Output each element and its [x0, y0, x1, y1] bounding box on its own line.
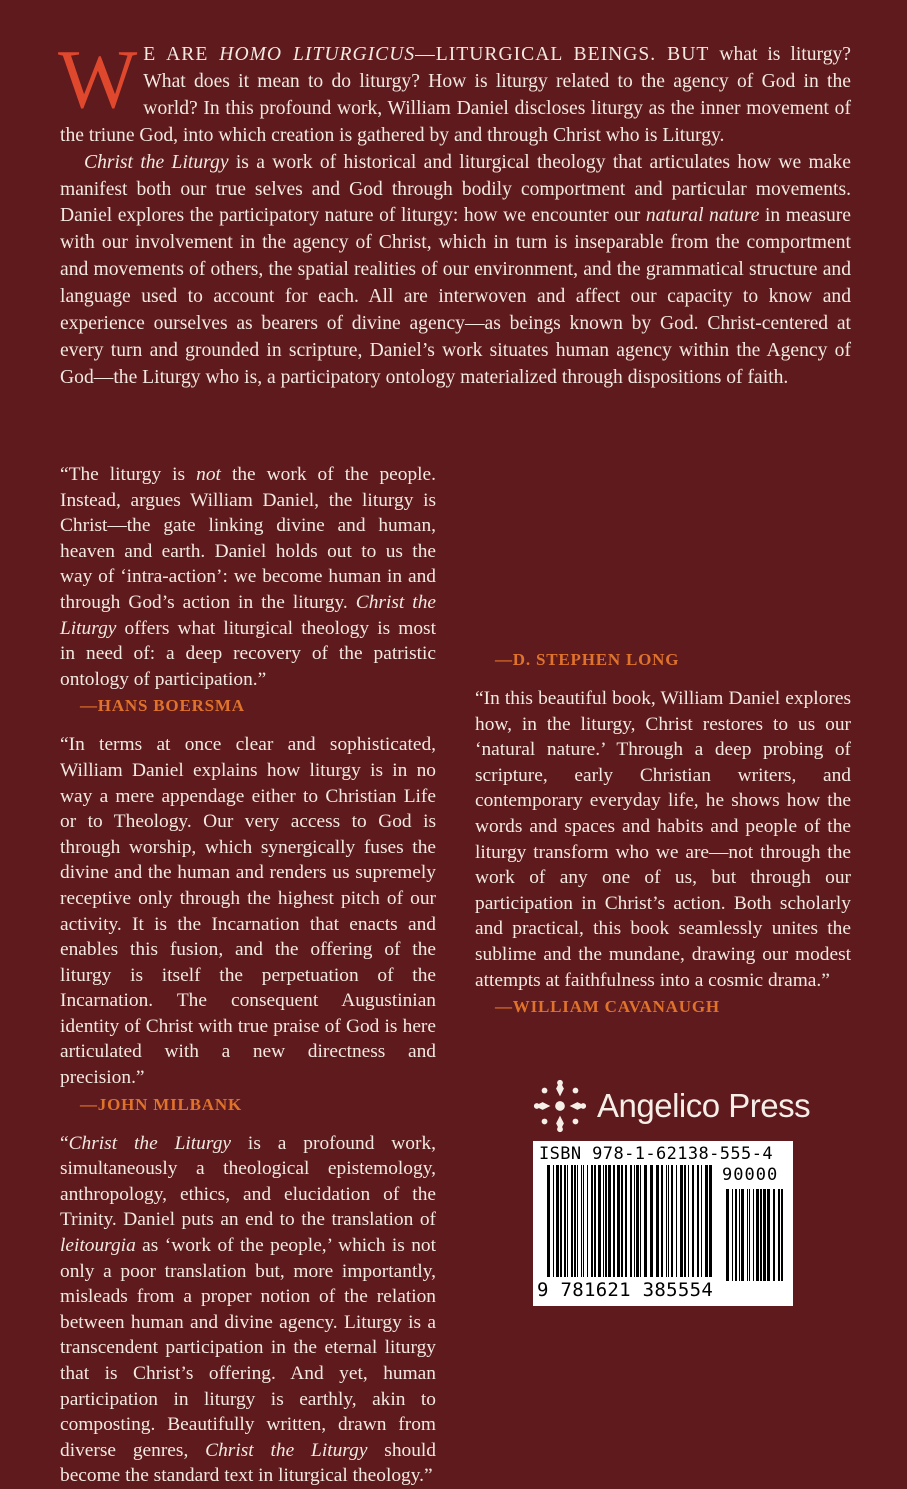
blurbs-left-column	[60, 462, 436, 1489]
intro-text	[58, 33, 851, 392]
intro-paragraph-2: Christ the Liturgy is a work of historical and liturgical theology that articulates how we make manifest both our true selves and God through bodily comportment and particular movements. Daniel explores the participatory nature of liturgy: how we encounter our natural nature in measure with our involvement in the agency of Christ, which in turn is inseparable from the comportment and movements of others, the spatial realities of our environment, and the grammatical structure and language used to account for each. All are interwoven and affect our capacity to know and experience ourselves as bearers of divine agency—as beings known by God. Christ-centered at every turn and grounded in scripture, Daniel’s work situates human agency within the Agency of God—the Liturgy who is, a participatory ontology materialized through dispositions of faith.	[60, 151, 851, 388]
quote-milbank: “In terms at once clear and sophisticated, William Daniel explains how liturgy is in no way a mere appendage either to Christian Life or to Theology. Our very access to God is through worship, which synergically fuses the divine and the human and renders us supremely receptive only through the highest pitch of our activity. It is the Incarnation that enacts and enables this fusion, and the offering of the liturgy is itself the perpetuation of the Incarnation. The consequent Augustinian identity of Christ with true praise of God is here articulated with a new directness and precision.”	[60, 734, 436, 1089]
attribution-boersma: —HANS BOERSMA	[80, 696, 245, 716]
quote-boersma: “The liturgy is not the work of the people. Instead, argues William Daniel, the liturgy is Christ—the gate linking divine and human, heaven and earth. Daniel holds out to us the way of ‘intra-action’: we become human in and through God’s action in the liturgy. Christ the Liturgy offers what liturgical theology is most in need of: a deep recovery of the patristic ontology of participation.”	[60, 464, 436, 690]
quote-cavanaugh: “In this beautiful book, William Daniel explores how, in the liturgy, Christ restores to us our ‘natural nature.’ Through a deep probing of scripture, early Christian writers, and contemporary everyday life, he shows how the words and spaces and habits and people of the liturgy transform who we are—not through the work of any one of us, but through our participation in Christ’s action. Both scholarly and practical, this book seamlessly unites the sublime and the mundane, drawing our modest attempts at faithfulness into a cosmic drama.”	[475, 688, 851, 991]
intro-paragraph-1: W E ARE HOMO LITURGICUS—LITURGICAL BEINGS. BUT what is liturgy? What does it mean to do liturgy? How is liturgy related to the agency of God in the world? In this profound work, William Daniel discloses liturgy as the inner movement of the triune God, into which creation is gathered by and through Christ who is Liturgy.	[58, 33, 851, 146]
blurbs-right-column-lower	[475, 650, 851, 1033]
quote-long-part-1: “Christ the Liturgy is a profound work, simultaneously a theological epistemology, anthropology, ethics, and elucidation of the Trinity. Daniel puts an end to the translation of leitourgia as ‘work of the people,’ which is not only a poor translation but, more importantly, misleads from a proper notion of the relation between human and divine agency. Liturgy is a transcendent participation in the eternal liturgy that is Christ’s offering. And yet, human participation in liturgy is earthly, akin to composting. Beautifully written, drawn from diverse genres, Christ the Liturgy should become the standard text in liturgical theology.”	[60, 1132, 437, 1487]
barcode-addon-digits: 90000	[722, 1165, 779, 1185]
barcode-bars	[539, 1165, 715, 1281]
ean-digits: 9 781621 385554	[537, 1279, 714, 1301]
attribution-long: —D. STEPHEN LONG	[495, 650, 680, 669]
attribution-cavanaugh: —WILLIAM CAVANAUGH	[495, 997, 720, 1017]
isbn-number: ISBN 978-1-62138-555-4	[539, 1144, 773, 1164]
publisher-logo	[531, 1076, 811, 1136]
cross-emblem-icon	[531, 1077, 589, 1135]
barcode-addon-bars	[718, 1189, 786, 1281]
drop-cap: W	[58, 33, 138, 126]
publisher-name: Angelico Press	[597, 1087, 811, 1124]
isbn-barcode	[533, 1141, 793, 1306]
attribution-milbank: —JOHN MILBANK	[80, 1094, 242, 1114]
